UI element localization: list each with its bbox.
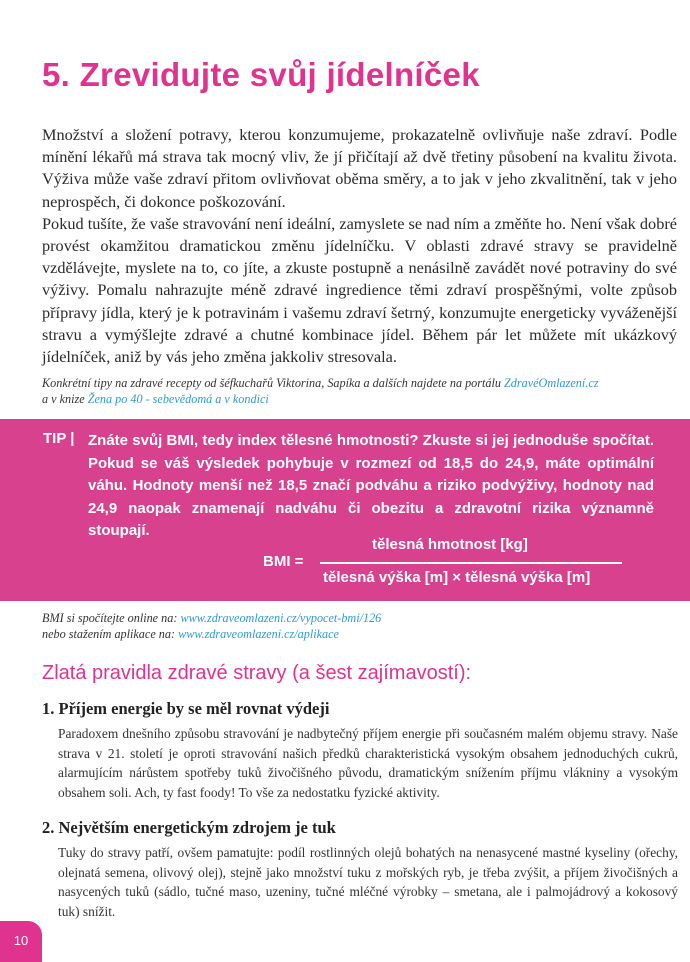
tip-text: Znáte svůj BMI, tedy index tělesné hmotnosti? Zkuste si jej jednoduše spočítat. Pokud se váš výsledek pohybuje v rozmezí od 18,5 do 24,9, máte optimální váhu. Hodnoty menší než 18,5 značí podváhu a riziko podvýživy, hodnoty nad 24,9 naopak znamenají nadváhu či obezitu a zdravotní rizika významně stoupají. <box>88 432 654 539</box>
intro-paragraph-2: Pokud tušíte, že vaše stravování není ideální, zamyslete se nad ním a změňte ho. Není však dobré provést okamžitou dramatickou změnu jídelníčku. V oblasti zdravé stravy se pravidelně vzdělávejte, myslete na to, co jíte, a zkuste postupně a nenásilně zavádět nové potraviny do své výživy. Pomalu nahrazujte méně zdravé ingredience těmi zdraví prospěšnými, volte způsob přípravy jídla, který je k potravinám i vašemu zdraví šetrný, konzumujte energeticky vyváženější stravu a vymýšlejte zdravé a chutné kombinace jídel. Během pár let můžete mít ukázkový jídelníček, aniž by vás jeho změna jakkoliv stresovala. <box>42 213 677 367</box>
bmi-note-text-1: BMI si spočítejte online na: <box>42 611 181 625</box>
source-note <box>42 376 682 407</box>
bmi-formula-label: BMI = <box>263 553 304 570</box>
rule-body-1-text: Paradoxem dnešního způsobu stravování je nadbytečný příjem energie při současném malém objemu stravy. Naše strava v 21. století je oproti stravování našich předků charakteristická vysokým obsahem jednoduchých cukrů, alarmujícím nárůstem spotřeby tuků živočišného původu, dramatickým snížením příjmu vlákniny a vysokým obsahem soli. Ach, ty fast foody! To vše za nedostatku fyzické aktivity. <box>58 726 678 800</box>
rule-body-2-text: Tuky do stravy patří, ovšem pamatujte: podíl rostlinných olejů bohatých na nenasycené mastné kyseliny (ořechy, olejnatá semena, olivový olej), stejně jako množství tuku z mořských ryb, je třeba zvýšit, a příjem živočišných a nasycených tuků (sádlo, tučné maso, uzeniny, tučné mléčné výrobky – smetana, ale i palmojádrový a kokosový tuk) snížit. <box>58 845 678 919</box>
bmi-note-text-2: nebo stažením aplikace na: <box>42 626 179 641</box>
rule-body-2 <box>58 843 678 921</box>
page-number: 10 <box>13 933 29 948</box>
intro-paragraph-1: Množství a složení potravy, kterou konzumujeme, prokazatelně ovlivňuje naše zdraví. Podle mínění lékařů má strava tak mocný vliv, že jí přičítají až dvě třetiny působení na kvalitu života. Výživa může vaše zdraví přitom ovlivňovat oběma směry, a to jak v jeho zkvalitnění, tak v jeho neprospěch, či dokonce poškozování. <box>42 125 677 211</box>
source-text-1: Konkrétní tipy na zdravé recepty od šéfkuchařů Viktorina, Sapíka a dalších najdete na portálu <box>42 376 505 390</box>
source-text-2: a v knize <box>42 391 88 406</box>
bmi-fraction-line <box>320 562 622 564</box>
book-link[interactable]: Žena po 40 - sebevědomá a v kondici <box>87 391 269 406</box>
portal-link[interactable]: ZdravéOmlazení.cz <box>504 376 599 390</box>
rule-heading-2: 2. Největším energetickým zdrojem je tuk <box>42 818 336 837</box>
rules-section-title: Zlatá pravidla zdravé stravy (a šest zajímavostí): <box>42 662 472 684</box>
bmi-formula-numerator: tělesná hmotnost [kg] <box>372 536 528 553</box>
bmi-links-note <box>42 611 682 642</box>
page-number-tab <box>0 921 42 962</box>
rule-heading-1: 1. Příjem energie by se měl rovnat výdeji <box>42 699 330 718</box>
bmi-app-link[interactable]: www.zdraveomlazeni.cz/aplikace <box>178 626 339 641</box>
rule-body-1 <box>58 724 678 802</box>
bmi-formula-denominator: tělesná výška [m] × tělesná výška [m] <box>323 569 591 586</box>
intro-text <box>42 124 677 368</box>
tip-box <box>0 419 690 601</box>
page-title: 5. Zrevidujte svůj jídelníček <box>42 56 480 93</box>
tip-label: TIP | <box>43 430 75 447</box>
bmi-calculator-link[interactable]: www.zdraveomlazeni.cz/vypocet-bmi/126 <box>180 611 382 625</box>
